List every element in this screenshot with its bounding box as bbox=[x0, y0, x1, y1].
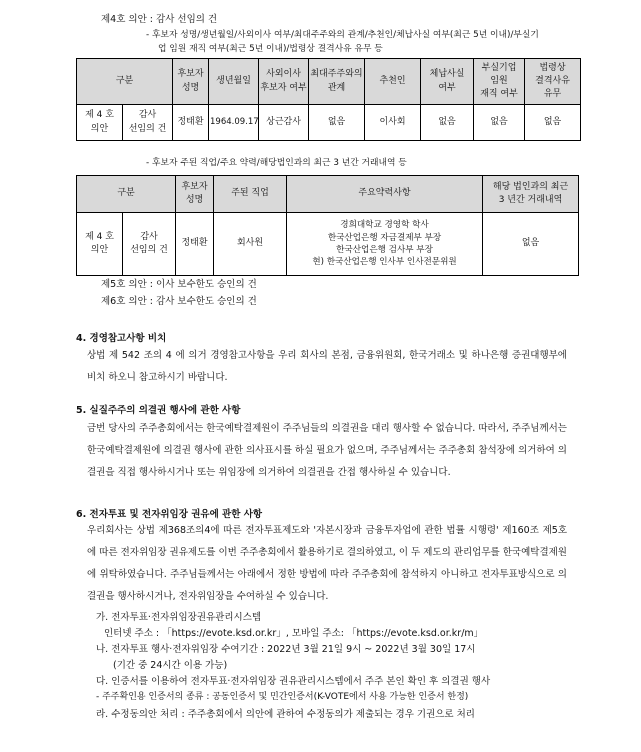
cell-insolvent: 없음 bbox=[474, 105, 525, 141]
header-birthdate: 생년월일 bbox=[209, 59, 259, 105]
header-major-shareholder-relation: 최대주주와의 관계 bbox=[309, 59, 365, 105]
agenda4-note2: - 후보자 주된 직업/주요 약력/해당법인과의 최근 3 년간 거래내역 등 bbox=[146, 158, 407, 168]
cell-job: 회사원 bbox=[214, 213, 287, 276]
cell-tax: 없음 bbox=[421, 105, 474, 141]
header-candidate-name: 후보자 성명 bbox=[173, 59, 209, 105]
cell-item: 제 4 호 의안 bbox=[77, 105, 123, 141]
cell-transactions: 없음 bbox=[483, 213, 579, 276]
header-recommender: 추천인 bbox=[365, 59, 421, 105]
cell-subject: 감사 선임의 건 bbox=[123, 213, 176, 276]
cell-item: 제 4 호 의안 bbox=[77, 213, 123, 276]
cell-disqualify: 없음 bbox=[525, 105, 581, 141]
section5-title: 5. 실질주주의 의결권 행사에 관한 사항 bbox=[76, 405, 241, 416]
candidate-career-table bbox=[76, 175, 579, 276]
section6-item-ra: 라. 수정동의안 처리 : 주주총회에서 의안에 관하여 수정동의가 제출되는 경우 기권으로 처리 bbox=[96, 709, 475, 720]
candidate-info-table bbox=[76, 58, 581, 141]
header-career: 주요약력사항 bbox=[287, 176, 483, 213]
agenda6-title: 제6호 의안 : 감사 보수한도 승인의 건 bbox=[101, 296, 257, 307]
section6-body: 우리회사는 상법 제368조의4에 따른 전자투표제도와 '자본시장과 금융투자업에 관한 법률 시행령' 제160조 제5호에 따른 전자위임장 권유제도를 이번 주주총회에서 활용하기로 결의하였고, 이 두 제도의 관리업무를 한국예탁결제원에 위탁하였습니다. 주주님들께서는 아래에서 정한 방법에 따라 주주총회에 참석하지 아니하고 전자투표방식으로 의결권을 행사하시거나, 전자위임장을 수여하실 수 있습니다. bbox=[87, 525, 567, 602]
header-tax-delinquency: 체납사실 여부 bbox=[421, 59, 474, 105]
table-row bbox=[77, 105, 581, 141]
cell-birthdate: 1964.09.17 bbox=[209, 105, 259, 141]
section6-item-na-sub: (기간 중 24시간 이용 가능) bbox=[113, 660, 228, 671]
agenda4-title: 제4호 의안 : 감사 선임의 건 bbox=[101, 14, 218, 25]
section6-url-line: 인터넷 주소 : 「https://evote.ksd.or.kr」, 모바일 주소: 「https://evote.ksd.or.kr/m」 bbox=[104, 628, 484, 639]
table-row bbox=[77, 213, 579, 276]
section6-item-ga: 가. 전자투표·전자위임장권유관리시스템 bbox=[96, 612, 262, 623]
header-disqualification: 법령상 결격사유 유무 bbox=[525, 59, 581, 105]
cell-outside-director: 상근감사 bbox=[259, 105, 309, 141]
section5-body: 금번 당사의 주주총회에서는 한국예탁결제원이 주주님들의 의결권을 대리 행사할 수 없습니다. 따라서, 주주님께서는 한국예탁결제원에 의결권 행사에 관한 의사표시를 하실 필요가 없으며, 주주님께서는 주주총회 참석장에 의거하여 의결권을 직접 행사하시거나 또는 위임장에 의거하여 의결권을 간접 행사하실 수 있습니다. bbox=[87, 423, 567, 478]
table-header-row bbox=[77, 59, 581, 105]
section6-item-na: 나. 전자투표 행사·전자위임장 수여기간 : 2022년 3월 21일 9시 ~ 2022년 3월 30일 17시 bbox=[96, 644, 476, 655]
header-main-job: 주된 직업 bbox=[214, 176, 287, 213]
cell-name: 정태환 bbox=[176, 213, 214, 276]
cell-name: 정태환 bbox=[173, 105, 209, 141]
cell-subject: 감사 선임의 건 bbox=[123, 105, 173, 141]
cell-relation: 없음 bbox=[309, 105, 365, 141]
section6-title: 6. 전자투표 및 전자위임장 권유에 관한 사항 bbox=[76, 509, 263, 520]
cell-career: 경희대학교 경영학 학사 한국산업은행 자금결제부 부장 한국산업은행 검사부 부장 현) 한국산업은행 인사부 인사전문위원 bbox=[287, 213, 483, 276]
section4-body: 상법 제 542 조의 4 에 의거 경영참고사항을 우리 회사의 본점, 금융위원회, 한국거래소 및 하나은행 증권대행부에 비치 하오니 참고하시기 바랍니다. bbox=[87, 350, 567, 383]
agenda4-note-line1: - 후보자 성명/생년월일/사외이사 여부/최대주주와의 관계/추천인/체납사실 여부(최근 5년 이내)/부실기 bbox=[146, 30, 539, 40]
section6-item-da: 다. 인증서를 이용하여 전자투표·전자위임장 권유관리시스템에서 주주 본인 확인 후 의결권 행사 bbox=[96, 676, 491, 687]
cell-recommender: 이사회 bbox=[365, 105, 421, 141]
agenda4-note-line2: 업 임원 재직 여부(최근 5년 이내)/법령상 결격사유 유무 등 bbox=[158, 44, 383, 54]
section4-title: 4. 경영참고사항 비치 bbox=[76, 333, 167, 344]
header-category: 구분 bbox=[77, 176, 176, 213]
header-category: 구분 bbox=[77, 59, 173, 105]
table-header-row bbox=[77, 176, 579, 213]
section6-item-da-sub: - 주주확인용 인증서의 종류 : 공동인증서 및 민간인증서(K-VOTE에서 사용 가능한 인증서 한정) bbox=[96, 692, 469, 702]
header-insolvent-company: 부실기업 임원 재직 여부 bbox=[474, 59, 525, 105]
agenda5-title: 제5호 의안 : 이사 보수한도 승인의 건 bbox=[101, 279, 257, 290]
header-outside-director: 사외이사 후보자 여부 bbox=[259, 59, 309, 105]
header-transactions: 해당 법인과의 최근 3 년간 거래내역 bbox=[483, 176, 579, 213]
header-candidate-name: 후보자 성명 bbox=[176, 176, 214, 213]
